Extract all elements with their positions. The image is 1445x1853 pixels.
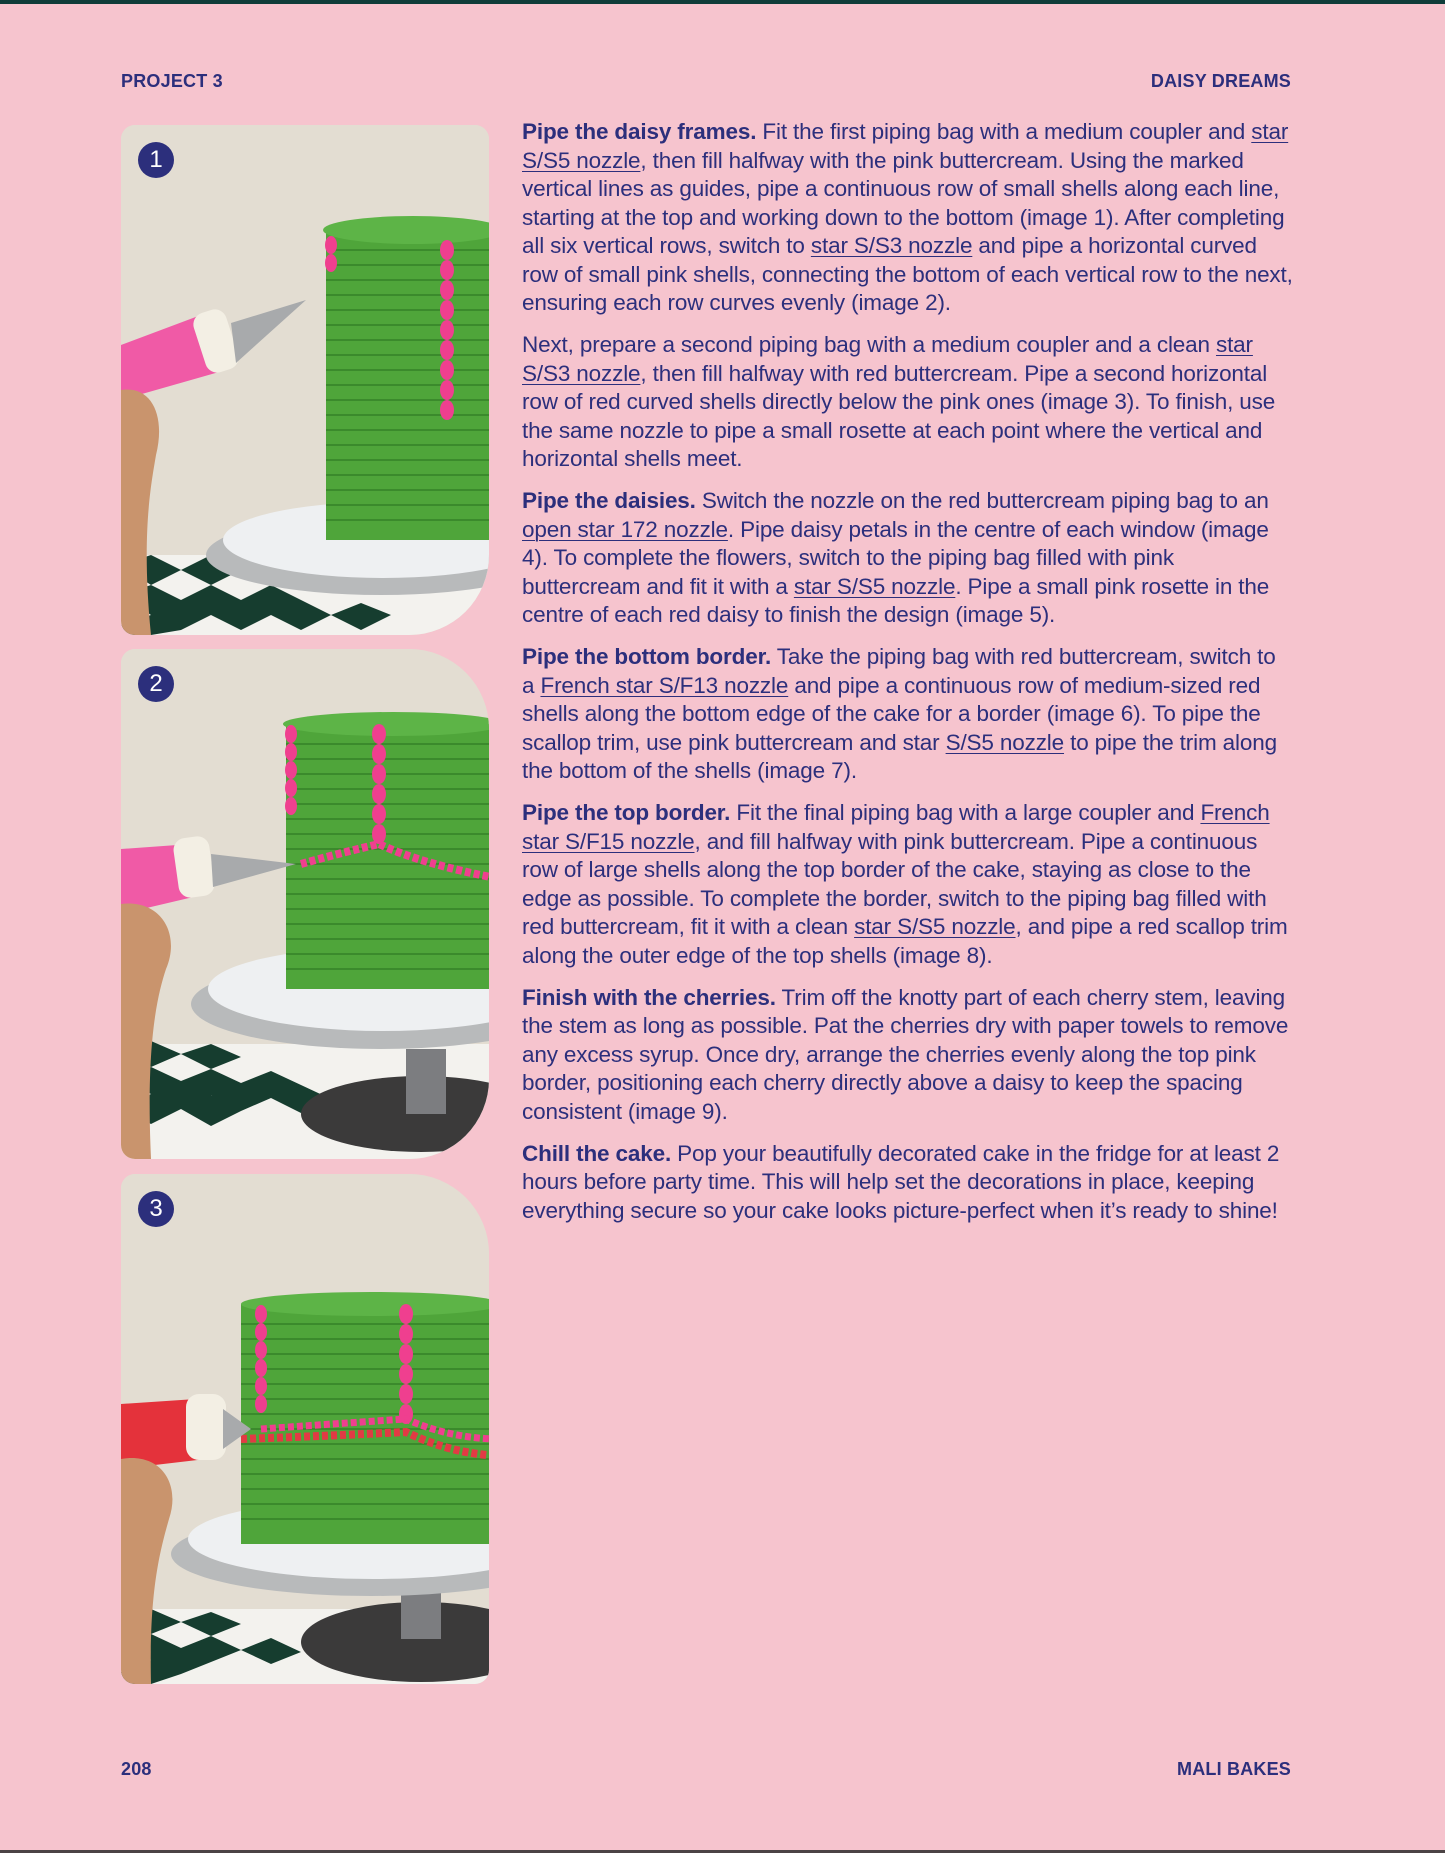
page-number: 208 — [121, 1759, 152, 1779]
instruction-paragraph — [522, 118, 1294, 318]
cake-photo-1-illustration — [121, 125, 489, 635]
nozzle-reference: star S/S3 nozzle — [810, 233, 973, 258]
body-text: , then fill halfway with red buttercream. Pipe a second horizontal row of red curved shells directly below the pink ones (image 3). To finish, use the same nozzle to pipe a small rosette at each point where the vertical and horizontal shells meet. — [522, 360, 1276, 471]
body-text: Trim off the knotty part of each cherry stem, leaving the stem as long as possible. Pat the cherries dry with paper towels to remove any excess syrup. Once dry, arrange the cherries evenly along the top pink border, positioning each cherry directly above a daisy to keep the spacing consistent (image 9). — [522, 984, 1289, 1124]
body-text: . Pipe daisy petals in the centre of each window (image 4). To complete the flowers, switch to the piping bag filled with pink buttercream and fit it with a — [522, 516, 1269, 599]
instruction-paragraph — [522, 487, 1294, 630]
nozzle-reference: S/S5 nozzle — [945, 729, 1065, 755]
nozzle-reference: star S/S3 nozzle — [522, 332, 1253, 386]
step-number-badge-3: 3 — [138, 1191, 174, 1227]
nozzle-reference: star S/S5 nozzle — [854, 914, 1016, 939]
cake-photo-2-illustration — [121, 649, 489, 1159]
nozzle-reference: French star S/F15 nozzle — [522, 800, 1270, 854]
cake-photo-3-illustration — [121, 1174, 489, 1684]
body-text: Next, prepare a second piping bag with a medium coupler and a clean — [522, 332, 1216, 357]
nozzle-reference: French star S/F13 nozzle — [540, 672, 789, 698]
body-text: , and pipe a red scallop trim along the outer edge of the top shells (image 8). — [522, 914, 1288, 968]
running-header-title: DAISY DREAMS — [1150, 71, 1291, 91]
step-photo-3 — [121, 1174, 489, 1684]
step-number-badge-1: 1 — [138, 142, 174, 178]
body-text: . Pipe a small pink rosette in the centre of each red daisy to finish the design (image 5). — [522, 573, 1270, 627]
body-text: and pipe a continuous row of medium-sized red shells along the bottom edge of the cake for a border (image 6). To pipe the scallop trim, use pink buttercream and star — [522, 672, 1261, 755]
step-photo-1 — [121, 125, 489, 635]
step-heading: Pipe the daisies. — [522, 488, 696, 513]
body-text: Fit the final piping bag with a large coupler and — [730, 800, 1201, 825]
step-number-badge-2: 2 — [138, 666, 174, 702]
body-text: Pop your beautifully decorated cake in the fridge for at least 2 hours before party time. This will help set the decorations in place, keeping everything secure so your cake looks picture-perfect when it’s ready to shine! — [522, 1140, 1280, 1223]
body-text: to pipe the trim along the bottom of the shells (image 7). — [522, 729, 1277, 783]
instructions-column — [522, 118, 1294, 1239]
body-text: , and fill halfway with pink buttercream. Pipe a continuous row of large shells along the top border of the cake, staying as close to the edge as possible. To complete the border, switch to the piping bag filled with red buttercream, fit it with a clean — [522, 828, 1267, 939]
instruction-paragraph — [522, 1140, 1294, 1226]
body-text: Switch the nozzle on the red buttercream piping bag to an — [695, 488, 1269, 513]
nozzle-reference: star S/S5 nozzle — [793, 573, 956, 599]
instruction-paragraph — [522, 984, 1294, 1127]
instruction-paragraph — [522, 643, 1294, 786]
top-edge-strip — [0, 0, 1445, 4]
body-text: and pipe a horizontal curved row of small pink shells, connecting the bottom of each vertical row to the next, ensuring each row curves evenly (image 2). — [522, 233, 1293, 315]
step-heading: Pipe the bottom border. — [522, 644, 772, 669]
step-heading: Pipe the daisy frames. — [522, 119, 757, 144]
step-heading: Finish with the cherries. — [522, 984, 776, 1010]
running-footer-book-title: MALI BAKES — [1177, 1759, 1291, 1779]
body-text: Fit the first piping bag with a medium coupler and — [756, 119, 1252, 144]
nozzle-reference: star S/S5 nozzle — [522, 119, 1289, 173]
step-heading: Pipe the top border. — [522, 800, 731, 825]
body-text: Take the piping bag with red buttercream, switch to a — [522, 644, 1276, 698]
step-heading: Chill the cake. — [522, 1140, 672, 1166]
running-header-project: PROJECT 3 — [121, 71, 223, 91]
nozzle-reference: open star 172 nozzle — [522, 516, 728, 542]
body-text: , then fill halfway with the pink buttercream. Using the marked vertical lines as guides, pipe a continuous row of small shells along each line, starting at the top and working down to the bottom (image 1). After completing all six vertical rows, switch to — [522, 147, 1285, 258]
instruction-paragraph — [522, 331, 1294, 474]
step-photo-2 — [121, 649, 489, 1159]
instruction-paragraph — [522, 799, 1294, 970]
